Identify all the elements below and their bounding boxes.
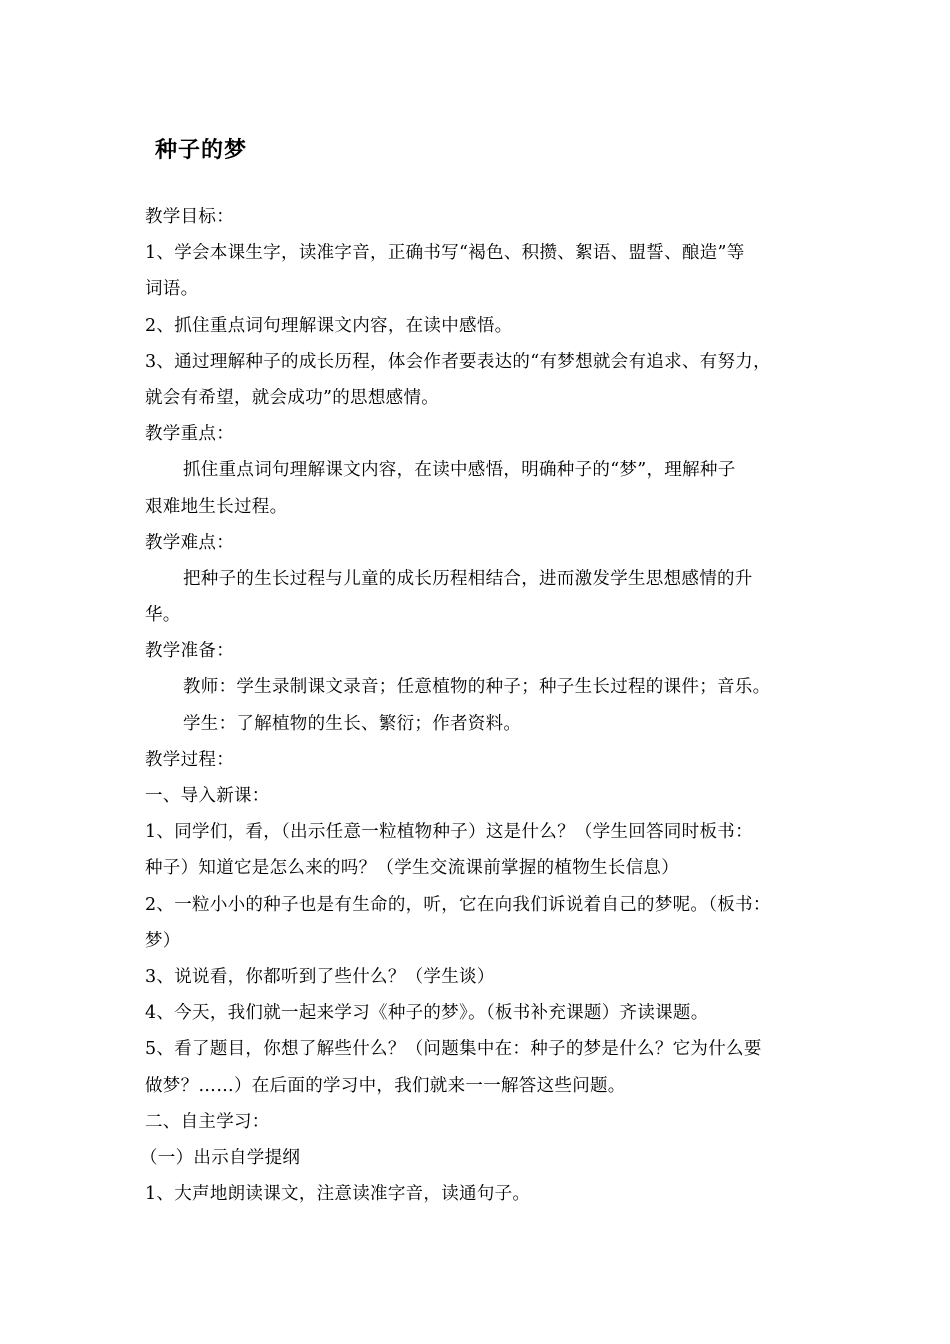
text-line: 教学过程： — [145, 749, 234, 770]
text-line: 把种子的生长过程与儿童的成长历程相结合，进而激发学生思想感情的升 — [183, 568, 753, 589]
text-line: 1、大声地朗读课文，注意读准字音，读通句子。 — [145, 1184, 531, 1205]
text-line: 就会有希望，就会成功”的思想感情。 — [145, 387, 440, 408]
text-line: 教学难点： — [145, 532, 234, 553]
text-line: 做梦？……）在后面的学习中，我们就来一一解答这些问题。 — [145, 1075, 626, 1096]
text-line: 5、看了题目，你想了解些什么？（问题集中在：种子的梦是什么？它为什么要 — [145, 1039, 762, 1060]
text-line: （一）出示自学提纲 — [140, 1147, 301, 1168]
text-line: 一、导入新课： — [145, 786, 270, 806]
text-line: 教学准备： — [145, 641, 234, 662]
text-line: 3、通过理解种子的成长历程，体会作者要表达的“有梦想就会有追求、有努力， — [145, 351, 771, 372]
text-line: 学生：了解植物的生长、繁衍；作者资料。 — [183, 713, 522, 734]
text-line: 1、同学们，看，（出示任意一粒植物种子）这是什么？（学生回答同时板书： — [145, 822, 753, 843]
text-line: 3、说说看，你都听到了些什么？（学生谈） — [145, 966, 495, 987]
text-line: 1、学会本课生字，读准字音，正确书写“褐色、积攒、絮语、盟誓、酿造”等 — [145, 243, 745, 264]
text-line: 种子）知道它是怎么来的吗？（学生交流课前掌握的植物生长信息） — [145, 858, 679, 879]
text-line: 梦） — [145, 930, 181, 951]
text-line: 二、自主学习： — [145, 1111, 270, 1132]
text-line: 4、今天，我们就一起来学习《种子的梦》。（板书补充课题）齐读课题。 — [145, 1003, 709, 1024]
text-line: 教师：学生录制课文录音；任意植物的种子；种子生长过程的课件；音乐。 — [183, 677, 771, 698]
text-line: 2、抓住重点词句理解课文内容，在读中感悟。 — [145, 315, 513, 336]
text-line: 词语。 — [145, 279, 199, 300]
text-line: 教学目标： — [145, 207, 234, 227]
text-line: 华。 — [145, 605, 181, 626]
text-line: 艰难地生长过程。 — [145, 496, 288, 517]
text-line: 2、一粒小小的种子也是有生命的，听，它在向我们诉说着自己的梦呢。（板书： — [145, 894, 771, 915]
text-line: 抓住重点词句理解课文内容，在读中感悟，明确种子的“梦”，理解种子 — [183, 460, 736, 481]
document-title: 种子的梦 — [155, 138, 248, 163]
text-line: 教学重点： — [145, 424, 234, 445]
document-body — [140, 199, 817, 1212]
